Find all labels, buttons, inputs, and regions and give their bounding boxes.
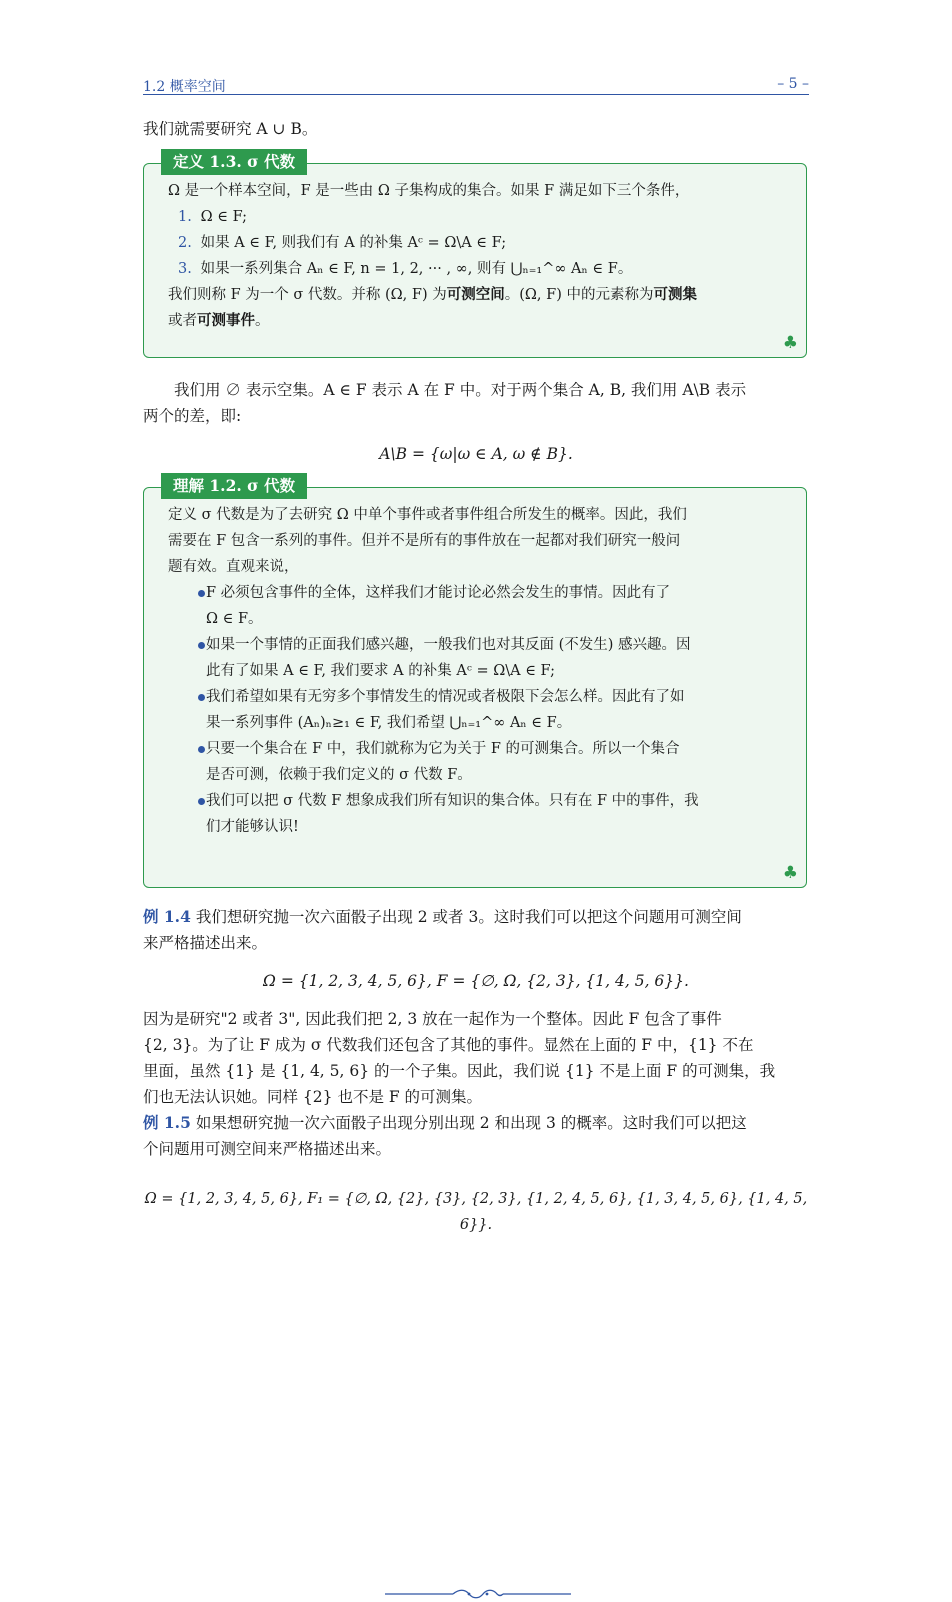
bullet-dot-icon bbox=[198, 590, 205, 597]
example-1-4-para-4: 们也无法认识她。同样 {2} 也不是 F 的可测集。 bbox=[143, 1088, 483, 1106]
tail-text: 或者 bbox=[168, 313, 197, 329]
understanding-body bbox=[168, 502, 784, 840]
bullet-item bbox=[168, 788, 784, 840]
understanding-box bbox=[143, 476, 807, 888]
definition-tail bbox=[168, 282, 784, 334]
example-1-5-line-2: 个问题用可测空间来严格描述出来。 bbox=[143, 1140, 392, 1158]
equation-example-1-5: Ω = {1, 2, 3, 4, 5, 6}, F₁ = {∅, Ω, {2}, {3}, {2, 3}, {1, 2, 4, 5, 6}, {1, 3, 4, 5, 6}, {1, 4, 5, 6}}. bbox=[144, 1191, 808, 1233]
intro-line: 我们就需要研究 A ∪ B。 bbox=[143, 120, 318, 138]
page-number: – 5 – bbox=[777, 76, 809, 92]
bullet-dot-icon bbox=[198, 798, 205, 805]
tail-text: 我们则称 F 为一个 σ 代数。并称 (Ω, F) 为 bbox=[168, 287, 447, 303]
definition-body bbox=[168, 178, 784, 334]
bullet-item bbox=[168, 736, 784, 788]
definition-item bbox=[168, 204, 784, 230]
bullet-line: 我们可以把 σ 代数 F 想象成我们所有知识的集合体。只有在 F 中的事件，我 bbox=[206, 793, 699, 809]
term-measurable-space: 可测空间 bbox=[446, 286, 505, 303]
example-1-4-para-1: 因为是研究"2 或者 3", 因此我们把 2, 3 放在一起作为一个整体。因此 F 包含了事件 bbox=[143, 1010, 722, 1028]
item-text: 如果 A ∈ F, 则我们有 A 的补集 Aᶜ = Ω\A ∈ F; bbox=[200, 235, 507, 251]
understanding-lead-3: 题有效。直观来说， bbox=[168, 559, 299, 575]
example-1-4-para-2: {2, 3}。为了让 F 成为 σ 代数我们还包含了其他的事件。显然在上面的 F 中，{1} 不在 bbox=[143, 1036, 754, 1054]
bullet-line: 们才能够认识! bbox=[206, 819, 299, 835]
bullet-line: 只要一个集合在 F 中，我们就称为它为关于 F 的可测集合。所以一个集合 bbox=[206, 741, 680, 757]
tail-text: 。 bbox=[255, 313, 270, 329]
item-text: 如果一系列集合 Aₙ ∈ F, n = 1, 2, ··· , ∞, 则有 ⋃ₙ₌₁^∞ Aₙ ∈ F。 bbox=[200, 261, 633, 277]
bullet-line: F 必须包含事件的全体，这样我们才能讨论必然会发生的事情。因此有了 bbox=[206, 585, 671, 601]
paragraph-setdiff-1: 我们用 ∅ 表示空集。A ∈ F 表示 A 在 F 中。对于两个集合 A, B, 我们用 A\B 表示 bbox=[174, 381, 747, 399]
bullet-line: 我们希望如果有无穷多个事情发生的情况或者极限下会怎么样。因此有了如 bbox=[206, 689, 685, 705]
example-label: 例 1.4 bbox=[143, 907, 191, 926]
bullet-item bbox=[168, 684, 784, 736]
definition-item bbox=[168, 256, 784, 282]
definition-box bbox=[143, 152, 807, 358]
example-label: 例 1.5 bbox=[143, 1113, 191, 1132]
example-1-4-para-3: 里面，虽然 {1} 是 {1, 4, 5, 6} 的一个子集。因此，我们说 {1} 不是上面 F 的可测集，我 bbox=[143, 1062, 776, 1080]
bullet-line: 果一系列事件 (Aₙ)ₙ≥₁ ∈ F, 我们希望 ⋃ₙ₌₁^∞ Aₙ ∈ F。 bbox=[206, 715, 572, 731]
tail-text: 。(Ω, F) 中的元素称为 bbox=[504, 287, 654, 303]
definition-lead: Ω 是一个样本空间，F 是一些由 Ω 子集构成的集合。如果 F 满足如下三个条件， bbox=[168, 183, 690, 199]
item-number: 1. bbox=[178, 209, 192, 225]
understanding-lead-2: 需要在 F 包含一系列的事件。但并不是所有的事件放在一起都对我们研究一般问 bbox=[168, 533, 681, 549]
definition-label: 定义 1.3. σ 代数 bbox=[161, 149, 307, 175]
example-text: 我们想研究抛一次六面骰子出现 2 或者 3。这时我们可以把这个问题用可测空间 bbox=[195, 908, 742, 926]
example-1-4-line-2: 来严格描述出来。 bbox=[143, 934, 268, 952]
paragraph-setdiff-2: 两个的差，即: bbox=[143, 407, 242, 425]
bullet-dot-icon bbox=[198, 642, 205, 649]
running-header bbox=[143, 76, 809, 95]
equation-setdiff: A\B = {ω|ω ∈ A, ω ∉ B}. bbox=[379, 445, 573, 463]
club-icon: ♣ bbox=[782, 333, 798, 353]
bullet-line: 此有了如果 A ∈ F, 我们要求 A 的补集 Aᶜ = Ω\A ∈ F; bbox=[206, 663, 555, 679]
bullet-line: Ω ∈ F。 bbox=[206, 611, 263, 627]
bullet-item bbox=[168, 632, 784, 684]
understanding-label: 理解 1.2. σ 代数 bbox=[161, 473, 307, 499]
equation-example-1-4: Ω = {1, 2, 3, 4, 5, 6}, F = {∅, Ω, {2, 3}, {1, 4, 5, 6}}. bbox=[263, 972, 689, 990]
term-measurable-set: 可测集 bbox=[653, 286, 697, 303]
bullet-dot-icon bbox=[198, 746, 205, 753]
club-icon: ♣ bbox=[782, 863, 798, 883]
item-number: 3. bbox=[178, 261, 192, 277]
example-1-4-line-1 bbox=[143, 904, 809, 930]
bullet-line: 是否可测，依赖于我们定义的 σ 代数 F。 bbox=[206, 767, 472, 783]
item-text: Ω ∈ F; bbox=[200, 209, 248, 225]
example-1-5-line-1 bbox=[143, 1110, 809, 1136]
footer-ornament-icon bbox=[385, 1586, 571, 1602]
section-title: 1.2 概率空间 bbox=[143, 79, 226, 95]
item-number: 2. bbox=[178, 235, 192, 251]
bullet-line: 如果一个事情的正面我们感兴趣，一般我们也对其反面 (不发生) 感兴趣。因 bbox=[206, 637, 691, 653]
term-measurable-event: 可测事件 bbox=[197, 312, 255, 329]
example-text: 如果想研究抛一次六面骰子出现分别出现 2 和出现 3 的概率。这时我们可以把这 bbox=[195, 1114, 747, 1132]
bullet-item bbox=[168, 580, 784, 632]
understanding-lead-1: 定义 σ 代数是为了去研究 Ω 中单个事件或者事件组合所发生的概率。因此，我们 bbox=[168, 507, 687, 523]
definition-item bbox=[168, 230, 784, 256]
bullet-dot-icon bbox=[198, 694, 205, 701]
